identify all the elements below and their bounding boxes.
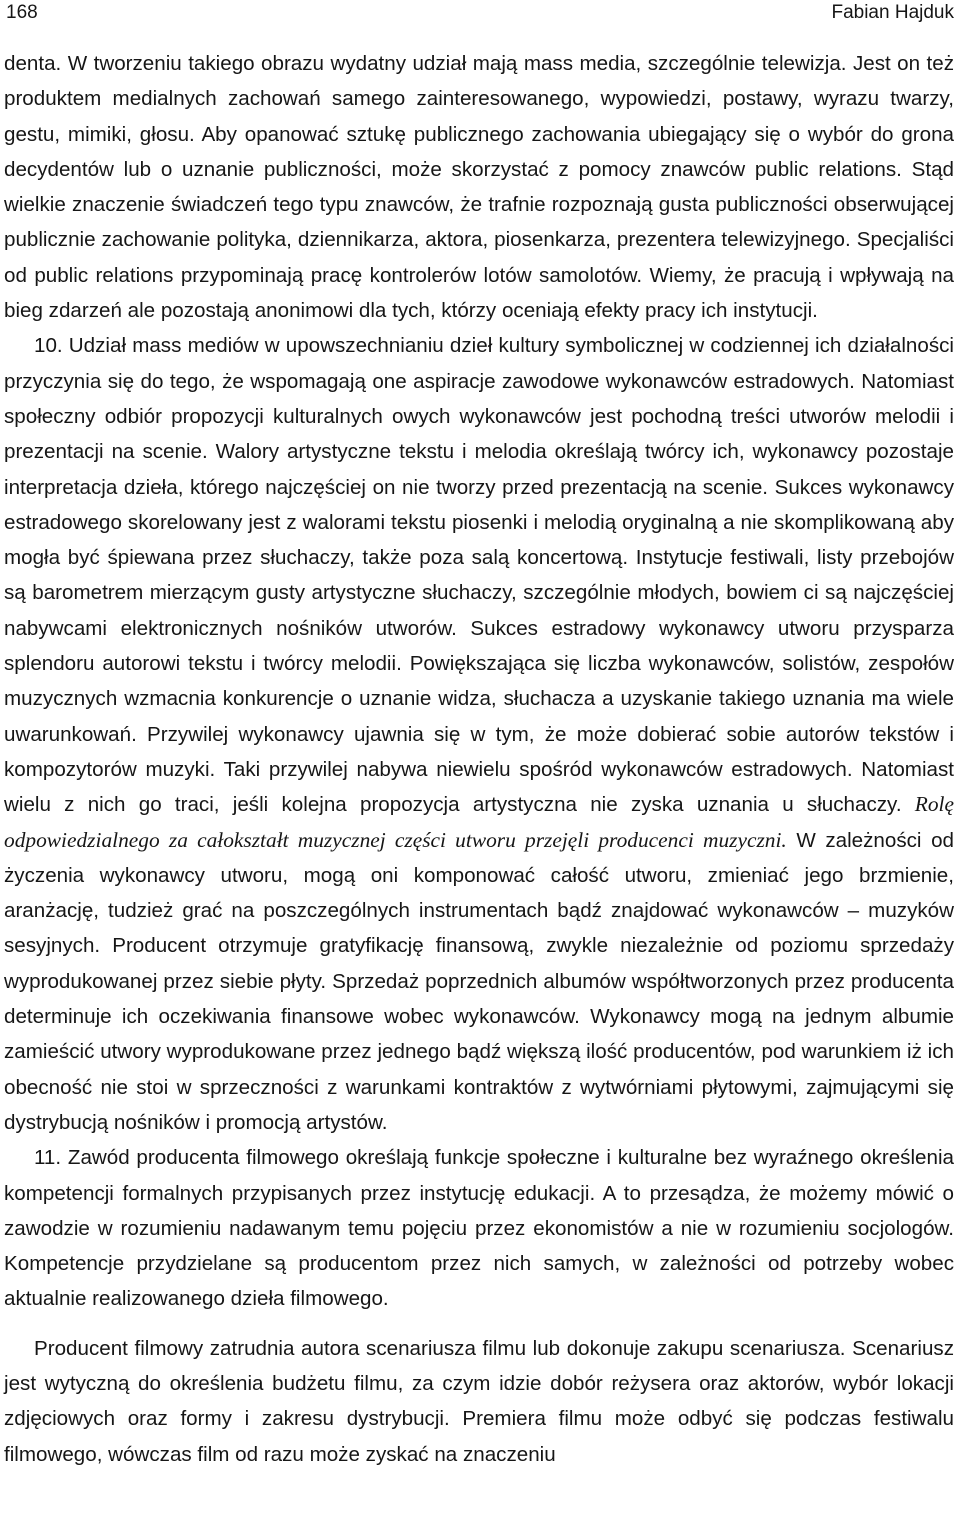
paragraph-film-producer-profession: 11. Zawód producenta filmowego określają funkcje społeczne i kulturalne bez wyraźnego określenia kompetencji formalnych przypisanych przez instytucję edukacji. A to przesądza, że możemy mówić o zawodzie w rozumieniu nadawanym temu pojęciu przez ekonomistów a nie w rozumieniu socjologów. Kompetencje przydzielane są producentom przez nich samych, w zależności od potrzeby wobec aktualnie realizowanego dzieła filmowego. <box>4 1146 954 1311</box>
page-number: 168 <box>6 2 38 23</box>
paragraph-mass-media-performers <box>4 328 954 1140</box>
paragraph-film-producer-tasks: Producent filmowy zatrudnia autora scenariusza filmu lub dokonuje zakupu scenariusza. Scenariusz jest wytyczną do określenia budżetu filmu, za czym idzie dobór reżysera oraz aktorów, wybór lokacji zdjęciowych oraz formy i zakresu dystrybucji. Premiera filmu może odbyć się podczas festiwalu filmowego, wówczas film od razu może zyskać na znaczeniu <box>4 1336 954 1466</box>
running-header <box>4 0 954 26</box>
paragraph-text: W zależności od życzenia wykonawcy utworu, mogą oni komponować całość utworu, zmieniać jego brzmienie, aranżację, tudzież grać na poszczególnych instrumentach bądź znajdować wykonawców – muzyków sesyjnych. Producent otrzymuje gratyfikację finansową, zwykle niezależnie od poziomu sprzedaży wyprodukowanej przez siebie płyty. Sprzedaż poprzednich albumów współtworzonych przez producenta determinuje ich oczekiwania finansowe wobec wykonawców. Wykonawcy mogą na jednym albumie zamieścić utwory wyprodukowane przez jednego bądź większą ilość producentów, pod warunkiem iż ich obecność nie stoi w sprzeczności z warunkami kontraktów z wytwórniami płytowymi, zajmującymi się dystrybucją nośników i promocją artystów. <box>4 828 954 1134</box>
italic-emphasis: Rolę odpowiedzialnego za całokształt muzycznej części utworu przejęli producenci muzyczni. <box>4 792 954 852</box>
running-head-author: Fabian Hajduk <box>831 2 954 23</box>
body-text <box>4 46 954 1472</box>
paragraph-text: 10. Udział mass mediów w upowszechnianiu dzieł kultury symbolicznej w codziennej ich działalności przyczynia się do tego, że wspomagają one aspiracje zawodowe wykonawców estradowych. Natomiast społeczny odbiór propozycji kulturalnych owych wykonawców jest pochodną treści utworów melodii i prezentacji na scenie. Walory artystyczne tekstu i melodia określają twórcy ich, wykonawcy pozostaje interpretacja dzieła, którego najczęściej on nie tworzy przed prezentacją na scenie. Sukces wykonawcy estradowego skorelowany jest z walorami tekstu piosenki i melodią oryginalną a nie skomplikowaną aby mogła być śpiewana przez słuchaczy, także poza salą koncertową. Instytucje festiwali, listy przebojów są barometrem mierzącym gusty artystyczne słuchaczy, szczególnie młodych, bowiem ci są najczęściej nabywcami elektronicznych nośników utworów. Sukces estradowy wykonawcy utworu przysparza splendoru autorowi tekstu i twórcy melodii. Powiększająca się liczba wykonawców, solistów, zespołów muzycznych wzmacnia konkurencje o uznanie widza, słuchacza a uzyskanie takiego uznania ma wiele uwarunkowań. Przywilej wykonawcy ujawnia się w tym, że może dobierać sobie autorów tekstów i kompozytorów muzyki. Taki przywilej nabywa niewielu spośród wykonawców estradowych. Natomiast wielu z nich go traci, jeśli kolejna propozycja artystyczna nie zyska uznania u słuchaczy. <box>4 334 954 817</box>
paragraph-public-relations: denta. W tworzeniu takiego obrazu wydatny udział mają mass media, szczególnie telewizja. Jest on też produktem medialnych zachowań samego zainteresowanego, wypowiedzi, postawy, wyrazu twarzy, gestu, mimiki, głosu. Aby opanować sztukę publicznego zachowania ubiegający się o wybór do grona decydentów lub o uznanie publiczności, może skorzystać z pomocy znawców public relations. Stąd wielkie znaczenie świadczeń tego typu znawców, że trafnie rozpoznają gusta publiczności obserwującej publicznie zachowanie polityka, dziennikarza, aktora, piosenkarza, prezentera telewizyjnego. Specjaliści od public relations przypominają pracę kontrolerów lotów samolotów. Wiemy, że pracują i wpływają na bieg zdarzeń ale pozostają anonimowi dla tych, którzy oceniają efekty pracy ich instytucji. <box>4 52 954 323</box>
